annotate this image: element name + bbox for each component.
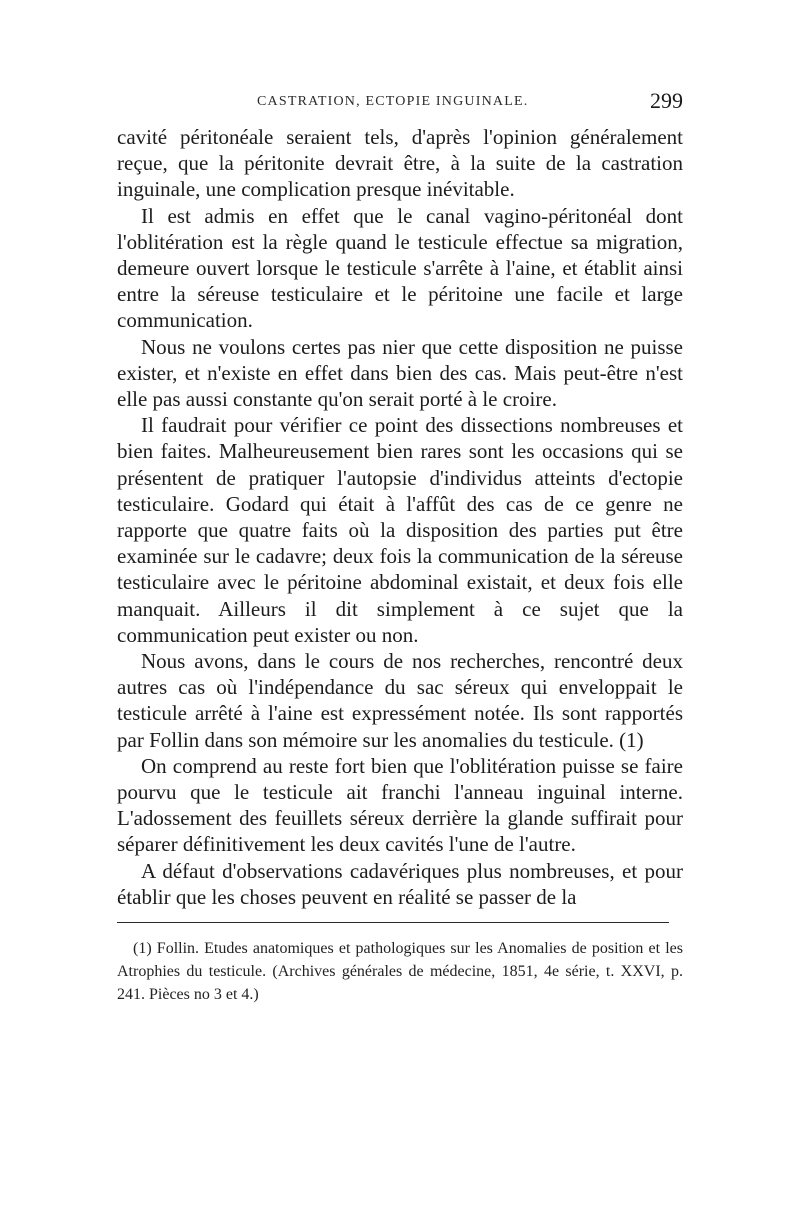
running-head: [117, 84, 683, 124]
paragraph: cavité péritonéale seraient tels, d'après l'opinion généralement reçue, que la péritonite devrait être, à la suite de la castration inguinale, une complication presque inévitable.: [117, 125, 683, 202]
paragraph: Nous ne voulons certes pas nier que cette disposition ne puisse exister, et n'existe en effet dans bien des cas. Mais peut-être n'est elle pas aussi constante qu'on serait porté à le croire.: [117, 334, 683, 412]
footnote-rule: [117, 922, 669, 923]
paragraph: Il faudrait pour vérifier ce point des dissections nombreuses et bien faites. Malheureusement bien rares sont les occasions qui se présentent de pratiquer l'autopsie d'individus atteints d'ectopie testiculaire. Godard qui était à l'affût des cas de ce genre ne rapporte que quatre faits où la disposition des parties put être examinée sur le cadavre; deux fois la communication de la séreuse testiculaire avec le péritoine abdominal existait, et deux fois elle manquait. Ailleurs il dit simplement à ce sujet que la communication peut exister ou non.: [117, 413, 683, 647]
footnote: (1) Follin. Etudes anatomiques et pathologiques sur les Anomalies de position et les Atrophies du testicule. (Archives générales de médecine, 1851, 4e série, t. XXVI, p. 241. Pièces no 3 et 4.): [117, 940, 683, 1004]
paragraph: A défaut d'observations cadavériques plus nombreuses, et pour établir que les choses peuvent en réalité se passer de la: [117, 858, 683, 909]
body-text: [117, 124, 683, 910]
page-number: 299: [650, 88, 683, 113]
running-title: CASTRATION, ECTOPIE INGUINALE.: [257, 94, 529, 109]
book-page: [117, 84, 683, 1184]
paragraph: Nous avons, dans le cours de nos recherches, rencontré deux autres cas où l'indépendance du sac séreux qui enveloppait le testicule arrêté à l'aine est expressément notée. Ils sont rapportés par Follin dans son mémoire sur les anomalies du testicule. (1): [117, 649, 683, 752]
paragraph: On comprend au reste fort bien que l'oblitération puisse se faire pourvu que le testicule ait franchi l'anneau inguinal interne. L'adossement des feuillets séreux derrière la glande suffirait pour séparer définitivement les deux cavités l'une de l'autre.: [117, 753, 683, 857]
paragraph: Il est admis en effet que le canal vagino-péritonéal dont l'oblitération est la règle quand le testicule effectue sa migration, demeure ouvert lorsque le testicule s'arrête à l'aine, et établit ainsi entre la séreuse testiculaire et le péritoine une facile et large communication.: [117, 203, 683, 333]
